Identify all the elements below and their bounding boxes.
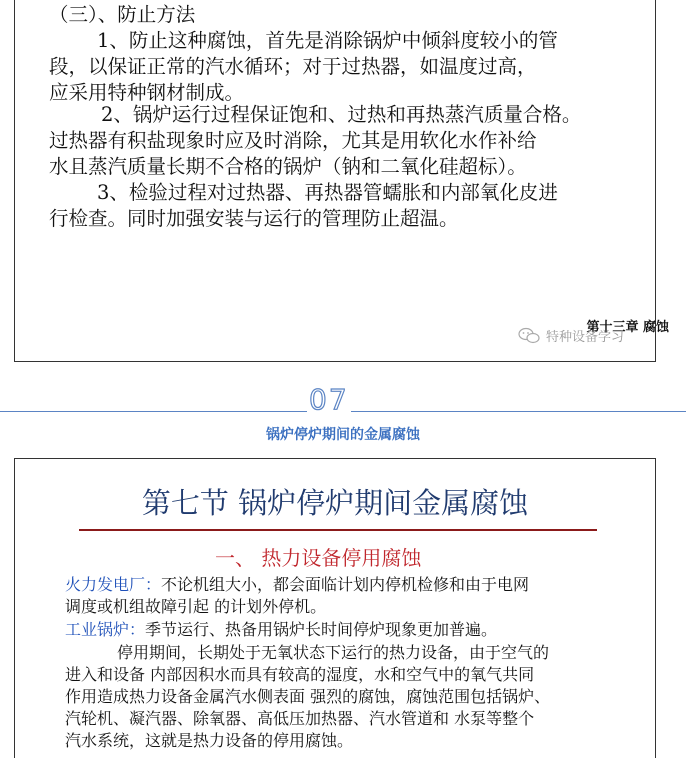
paragraph-text: 不论机组大小，都会面临计划内停机检修和由于电网 <box>161 575 530 594</box>
paragraph-line: 作用造成热力设备金属汽水侧表面 强烈的腐蚀，腐蚀范围包括锅炉、 <box>65 687 551 706</box>
text-line: 段，以保证正常的汽水循环；对于过热器，如温度过高， <box>49 55 537 78</box>
paragraph-line <box>65 574 529 596</box>
paragraph-line: 停用期间，长期处于无氧状态下运行的热力设备，由于空气的 <box>117 643 550 662</box>
prevention-heading: （三）、防止方法 <box>49 3 196 26</box>
section-number: 07 <box>309 383 349 416</box>
text-line: 过热器有积盐现象时应及时消除，尤其是用软化水作补给 <box>49 129 537 152</box>
title-rule <box>79 529 597 531</box>
slide-title: 第七节 锅炉停炉期间金属腐蚀 <box>141 486 529 520</box>
watermark-text: 特种设备学习 <box>546 330 625 345</box>
watermark <box>518 326 624 345</box>
text-line: 水且蒸汽质量长期不合格的锅炉（钠和二氧化硅超标）。 <box>49 155 527 178</box>
text-line: 2、锅炉运行过程保证饱和、过热和再热蒸汽质量合格。 <box>101 103 582 126</box>
top-slide <box>14 0 669 362</box>
paragraph-text: 季节运行、热备用锅炉长时间停炉现象更加普遍。 <box>145 620 498 639</box>
chat-bubble-icon <box>518 327 540 345</box>
paragraph-line: 汽水系统，这就是热力设备的停用腐蚀。 <box>65 731 354 750</box>
section-title: 锅炉停炉期间的金属腐蚀 <box>266 427 420 443</box>
text-line: 行检查。同时加强安装与运行的管理防止超温。 <box>49 207 459 230</box>
keyword-industrial-boiler: 工业锅炉： <box>65 620 146 639</box>
paragraph-line <box>65 619 497 641</box>
text-line: 应采用特种钢材制成。 <box>49 81 245 104</box>
paragraph-line: 调度或机组故障引起 的计划外停机。 <box>65 597 327 616</box>
keyword-power-plant: 火力发电厂： <box>65 575 162 594</box>
text-line: 1、防止这种腐蚀，首先是消除锅炉中倾斜度较小的管 <box>97 29 558 52</box>
text-line: 3、检验过程对过热器、再热器管蠕胀和内部氧化皮进 <box>97 181 558 204</box>
bottom-slide <box>14 458 656 758</box>
slide-subtitle: 一、 热力设备停用腐蚀 <box>215 546 422 570</box>
paragraph-line: 进入和设备 内部因积水而具有较高的湿度，水和空气中的氧气共同 <box>65 665 535 684</box>
chapter-tag: 第十三章 腐蚀 <box>586 320 669 335</box>
paragraph-line: 汽轮机、凝汽器、除氧器、高低压加热器、汽水管道和 水泵等整个 <box>65 709 535 728</box>
